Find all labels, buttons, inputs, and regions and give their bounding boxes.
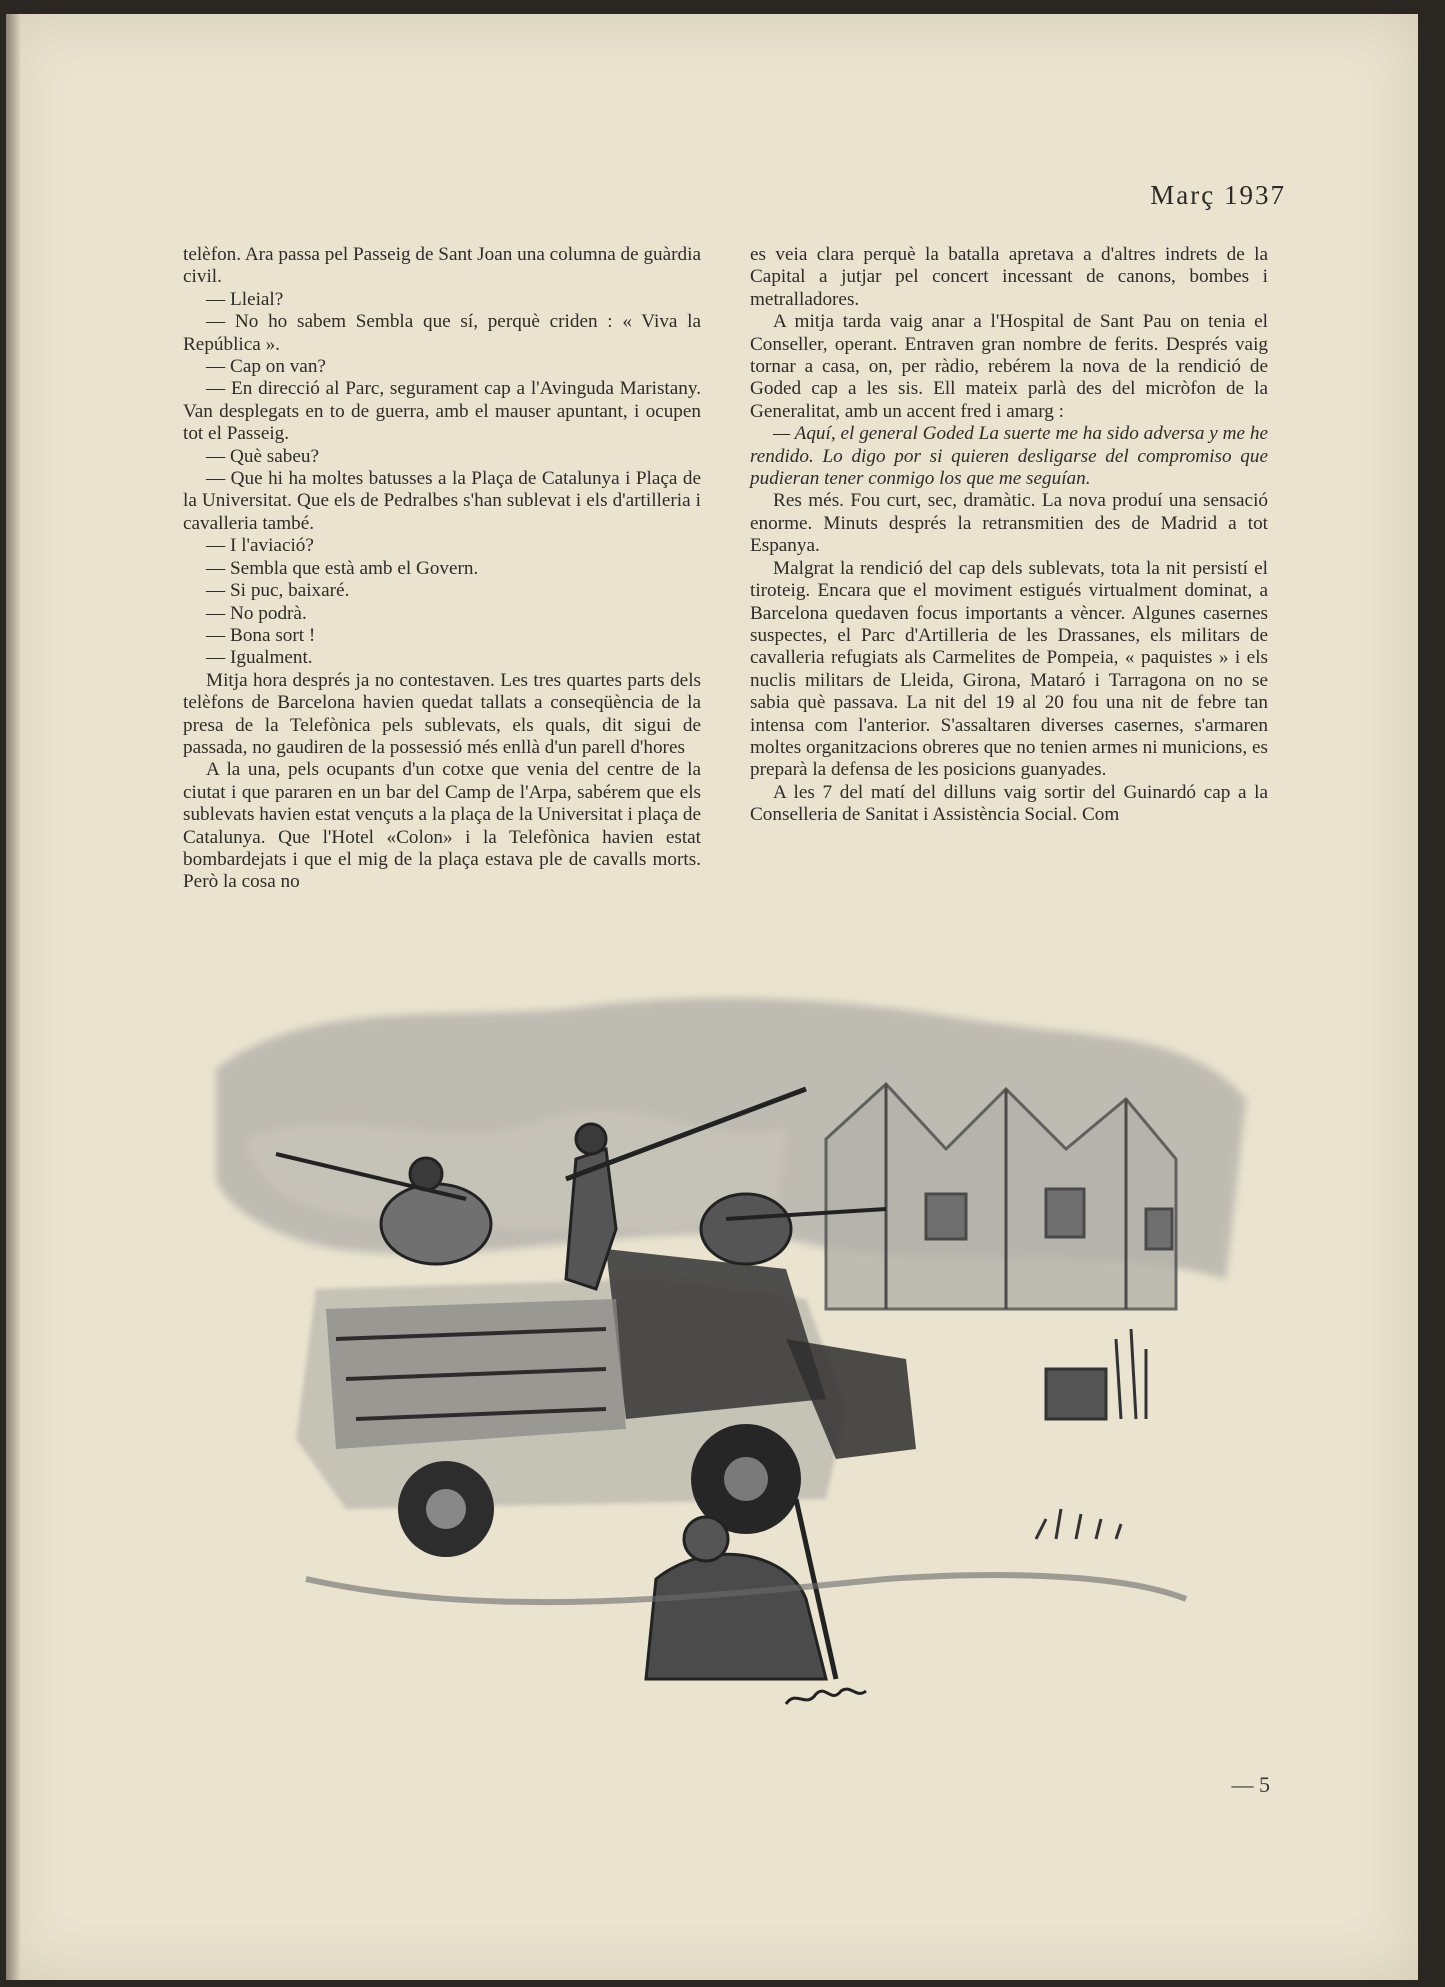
right-column: [750, 244, 1268, 924]
paragraph: — Sembla que està amb el Govern.: [206, 557, 479, 579]
left-column: [183, 244, 701, 924]
paragraph: — I l'aviació?: [206, 535, 314, 557]
paragraph: telèfon. Ara passa pel Passeig de Sant Joan una columna de guàrdia civil.: [183, 244, 701, 288]
paragraph: A la una, pels ocupants d'un cotxe que venia del centre de la ciutat i que pararen en un bar del Camp de l'Arpa, sabérem que els sublevats havien estat vençuts a la plaça de la Universitat i plaça de Catalunya. Que l'Hotel «Colon» i la Telefònica havien estat bombardejats i que el mig de la plaça estava ple de cavalls morts. Però la cosa no: [183, 759, 701, 893]
paragraph: — Bona sort !: [206, 624, 316, 646]
paragraph: — Lleial?: [206, 288, 284, 310]
paragraph: — No podrà.: [206, 602, 307, 624]
paragraph: A les 7 del matí del dilluns vaig sortir del Guinardó cap a la Conselleria de Sanitat i Assistència Social. Com: [750, 781, 1268, 826]
paragraph: A mitja tarda vaig anar a l'Hospital de Sant Pau on tenia el Conseller, operant. Entraven gran nombre de ferits. Després vaig tornar a casa, on, per ràdio, rebérem la nova de la rendició de Goded cap a les sis. Ell mateix parlà des del micròfon de la Generalitat, amb un accent fred i amarg :: [750, 311, 1268, 422]
buildings: [826, 1084, 1176, 1309]
paragraph: — Què sabeu?: [206, 445, 319, 467]
page-spine: [6, 14, 20, 1980]
paragraph: es veia clara perquè la batalla apretava a d'altres indrets de la Capital a jutjar pel concert incessant de canons, bombes i metralladores.: [750, 244, 1268, 310]
page-number: — 5: [1231, 1772, 1270, 1797]
paragraph: — En direcció al Parc, segurament cap a l'Avinguda Maristany. Van desplegats en to de guerra, amb el mauser apuntant, i ocupen tot el Passeig.: [183, 378, 701, 445]
wash-illustration: [186, 979, 1261, 1739]
paragraph: — Cap on van?: [206, 356, 326, 378]
truck: [296, 1249, 916, 1557]
text-columns: [183, 244, 1268, 924]
paragraph: — Si puc, baixaré.: [206, 580, 350, 602]
paragraph: — Que hi ha moltes batusses a la Plaça de Catalunya i Plaça de la Universitat. Que els de Pedralbes s'han sublevat i els d'artilleria i cavalleria també.: [183, 468, 701, 534]
artist-signature: [786, 1689, 866, 1704]
paragraph: Malgrat la rendició del cap dels sublevats, tota la nit persistí el tiroteig. Encara que el moviment estigués virtualment dominat, a Barcelona quedaven focus importants a vèncer. Algunes casernes suspectes, el Parc d'Artilleria de les Drassanes, els militars de cavalleria refugiats als Carmelites de Pompeia, « paquistes » i els nuclis militars de Lleida, Girona, Mataró i Tarragona on no se sabia què passava. La nit del 19 al 20 fou una nit de febre tan intensa com l'anterior. S'assaltaren diverses casernes, s'armaren moltes organitzacions obreres que no tenien armes ni municions, es preparà la defensa de les posicions guanyades.: [750, 557, 1268, 781]
paragraph: — Aquí, el general Goded La suerte me ha sido adversa y me he rendido. Lo digo por si quieren desligarse del compromiso que pudieran tener conmigo los que me seguían.: [750, 423, 1268, 490]
paragraph: — Igualment.: [206, 647, 313, 669]
paragraph: Res més. Fou curt, sec, dramàtic. La nova produí una sensació enorme. Minuts després la retransmitien des de Madrid a tot Espanya.: [750, 490, 1268, 557]
issue-date: Març 1937: [1150, 180, 1286, 210]
paragraph: — No ho sabem Sembla que sí, perquè criden : « Viva la República ».: [183, 311, 701, 355]
magazine-page: [6, 14, 1418, 1980]
paragraph: Mitja hora després ja no contestaven. Les tres quartes parts dels telèfons de Barcelona havien quedat tallats a conseqüència de la presa de la Telefònica pels sublevats, els quals, dit sigui de passada, no gaudiren de la possessió més enllà d'un parell d'hores: [183, 669, 701, 758]
